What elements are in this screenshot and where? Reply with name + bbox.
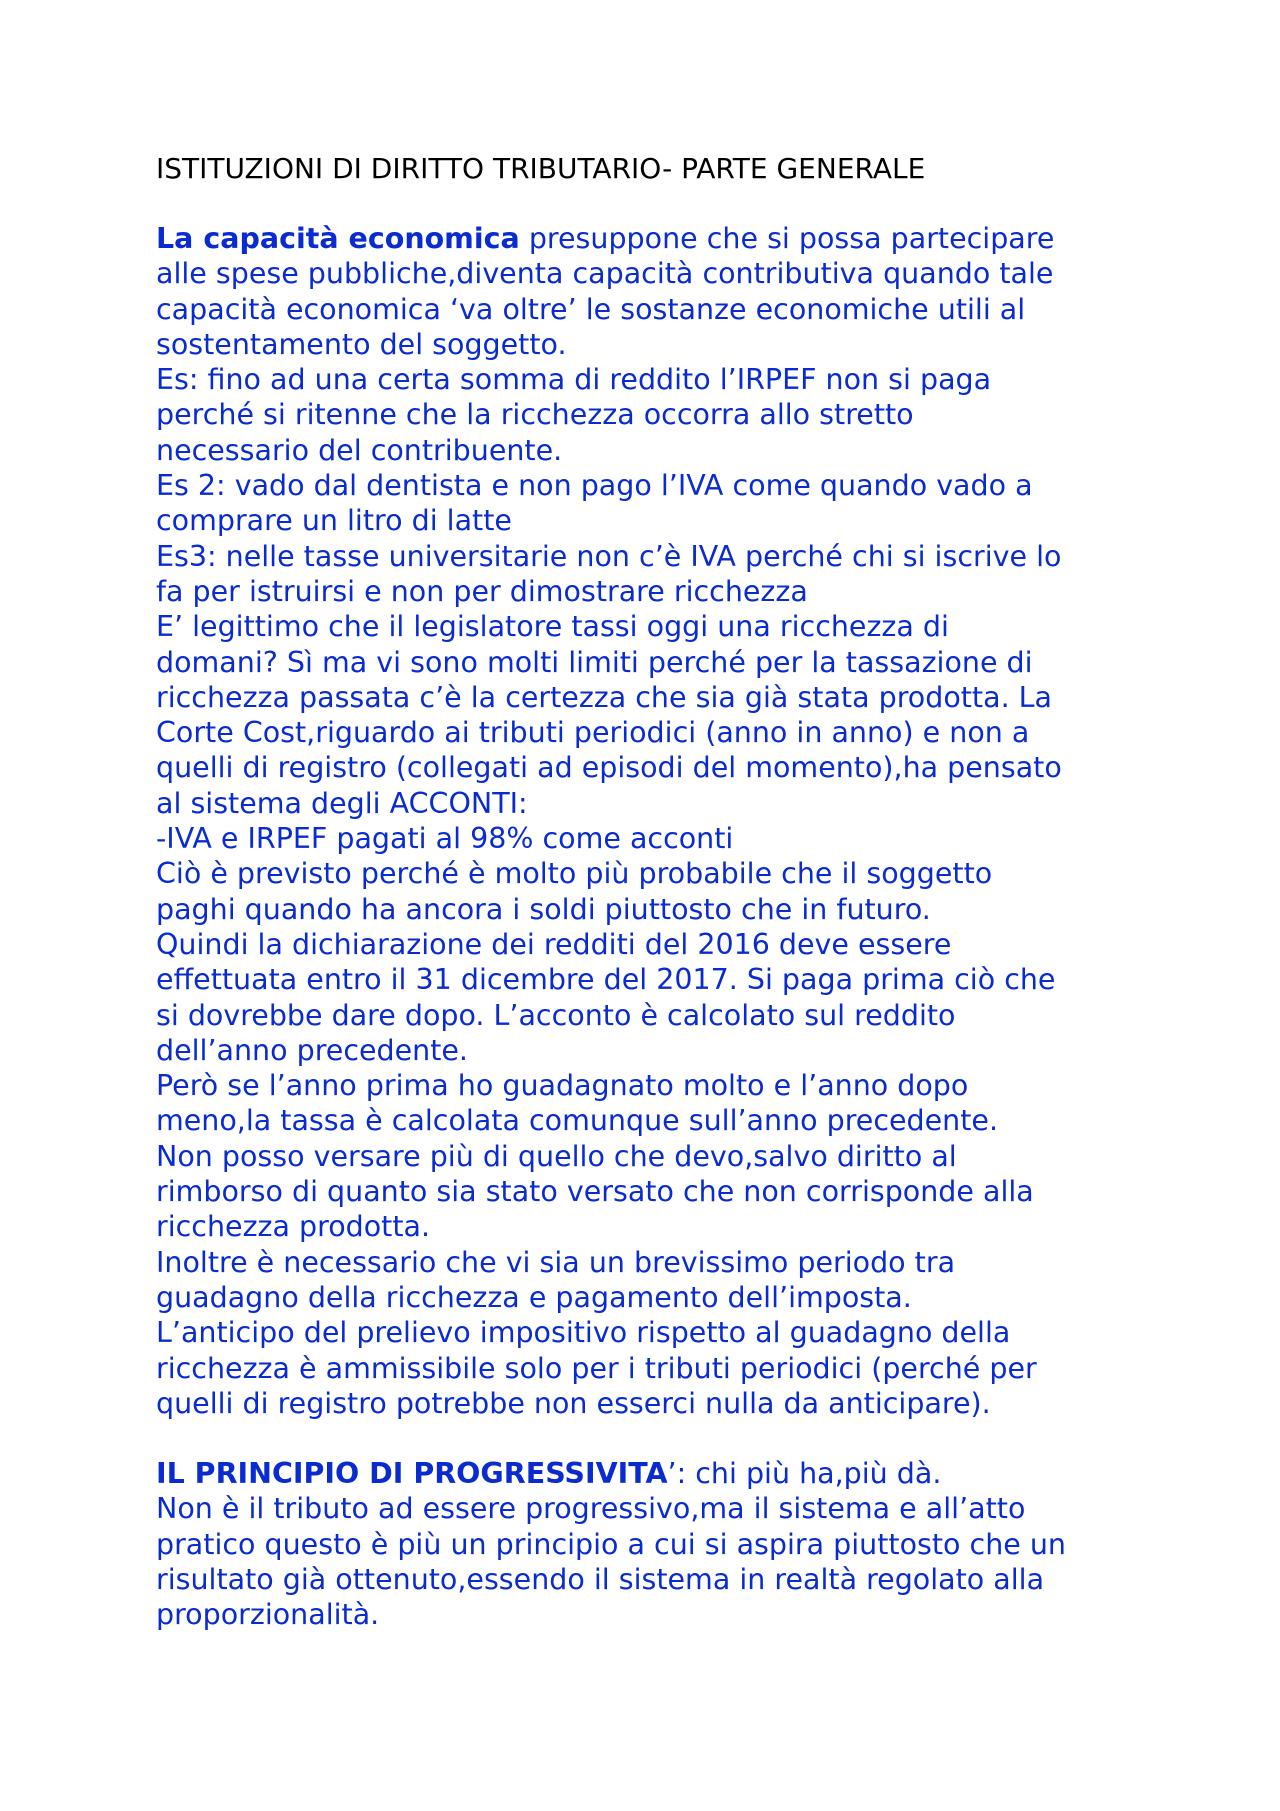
paragraph-line: capacità economica ‘va oltre’ le sostanze economiche utili al (156, 292, 1026, 326)
section-principio-progressivita (156, 1456, 1156, 1632)
paragraph-line: risultato già ottenuto,essendo il sistema in realtà regolato alla (156, 1562, 1045, 1596)
paragraph-line: necessario del contribuente. (156, 433, 563, 467)
paragraph-line (156, 1456, 1156, 1491)
paragraph-line: sostentamento del soggetto. (156, 327, 567, 361)
paragraph-line: Non è il tributo ad essere progressivo,ma il sistema e all’atto (156, 1492, 1026, 1526)
paragraph-line: comprare un litro di latte (156, 504, 512, 538)
paragraph-line: perché si ritenne che la ricchezza occorra allo stretto (156, 398, 914, 432)
paragraph-line: Ciò è previsto perché è molto più probabile che il soggetto (156, 857, 993, 891)
paragraph-line: ricchezza passata c’è la certezza che sia già stata prodotta. La (156, 680, 1053, 714)
paragraph-line: quelli di registro (collegati ad episodi del momento),ha pensato (156, 751, 1062, 785)
document-body (156, 151, 1156, 1633)
paragraph-line: paghi quando ha ancora i soldi piuttosto che in futuro. (156, 892, 931, 926)
paragraph-line: ricchezza prodotta. (156, 1210, 431, 1244)
paragraph-line: Inoltre è necessario che vi sia un brevissimo periodo tra (156, 1245, 956, 1279)
paragraph-line: si dovrebbe dare dopo. L’acconto è calcolato sul reddito (156, 998, 956, 1032)
paragraph-line: Però se l’anno prima ho guadagnato molto e l’anno dopo (156, 1069, 969, 1103)
paragraph-line: Es: fino ad una certa somma di reddito l’IRPEF non si paga (156, 363, 992, 397)
paragraph-line: effettuata entro il 31 dicembre del 2017. Si paga prima ciò che (156, 963, 1056, 997)
section-capacita-economica (156, 221, 1156, 1421)
paragraph-line: rimborso di quanto sia stato versato che non corrisponde alla (156, 1175, 1034, 1209)
paragraph-line: E’ legittimo che il legislatore tassi oggi una ricchezza di (156, 610, 949, 644)
paragraph-line: Es 2: vado dal dentista e non pago l’IVA come quando vado a (156, 469, 1033, 503)
paragraph-line: al sistema degli ACCONTI: (156, 786, 528, 820)
paragraph-line: quelli di registro potrebbe non esserci nulla da anticipare). (156, 1386, 991, 1420)
paragraph-line (156, 221, 1156, 256)
section-heading: La capacità economica (156, 222, 520, 255)
paragraph-line: ricchezza è ammissibile solo per i tributi periodici (perché per (156, 1351, 1037, 1385)
paragraph-line: Quindi la dichiarazione dei redditi del 2016 deve essere (156, 927, 952, 961)
paragraph-line: alle spese pubbliche,diventa capacità contributiva quando tale (156, 257, 1054, 291)
paragraph-line: guadagno della ricchezza e pagamento dell’imposta. (156, 1280, 912, 1314)
paragraph-line: meno,la tassa è calcolata comunque sull’anno precedente. (156, 1104, 999, 1138)
document-title: ISTITUZIONI DI DIRITTO TRIBUTARIO- PARTE GENERALE (156, 152, 926, 185)
paragraph-line-text: presuppone che si possa partecipare (519, 222, 1055, 255)
paragraph-line: L’anticipo del prelievo impositivo rispetto al guadagno della (156, 1316, 1011, 1350)
paragraph-line: Non posso versare più di quello che devo,salvo diritto al (156, 1139, 957, 1173)
paragraph-line: Corte Cost,riguardo ai tributi periodici (anno in anno) e non a (156, 716, 1030, 750)
paragraph-line-text: ’: chi più ha,più dà. (667, 1457, 942, 1491)
paragraph-line: domani? Sì ma vi sono molti limiti perché per la tassazione di (156, 645, 1033, 679)
paragraph-line: proporzionalità. (156, 1598, 380, 1632)
paragraph-line: fa per istruirsi e non per dimostrare ricchezza (156, 574, 808, 608)
paragraph-line: -IVA e IRPEF pagati al 98% come acconti (156, 822, 734, 856)
section-heading: IL PRINCIPIO DI PROGRESSIVITA (156, 1457, 668, 1491)
paragraph-line: dell’anno precedente. (156, 1033, 468, 1067)
paragraph-line: pratico questo è più un principio a cui si aspira piuttosto che un (156, 1527, 1066, 1561)
paragraph-line: Es3: nelle tasse universitarie non c’è IVA perché chi si iscrive lo (156, 539, 1062, 573)
